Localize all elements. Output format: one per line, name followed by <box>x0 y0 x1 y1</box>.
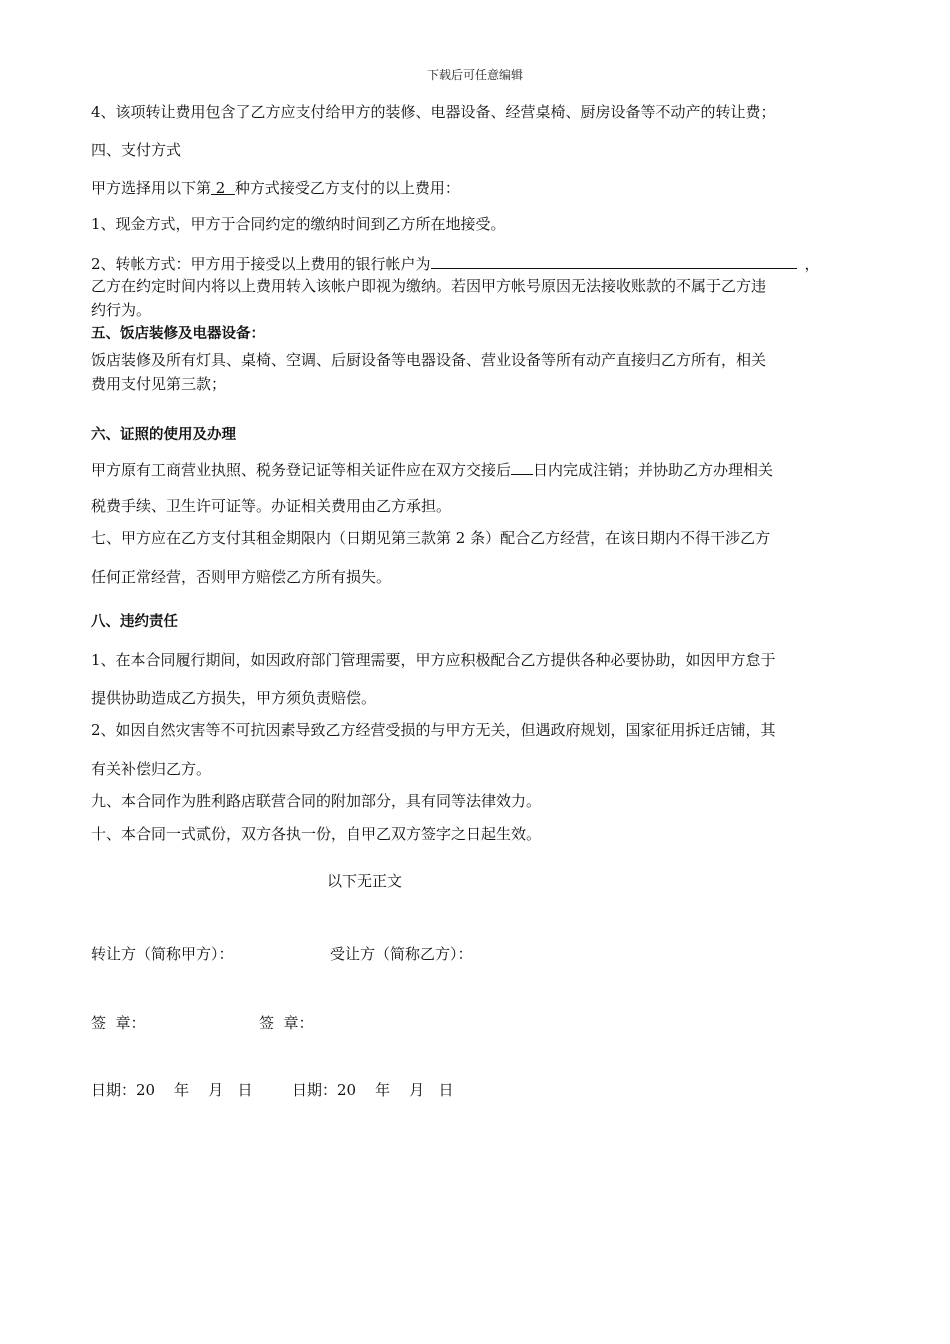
date-b-label: 日期：20 年 月 日 <box>292 1081 454 1099</box>
party-a-label: 转让方（简称甲方）： <box>91 945 234 963</box>
section-10-text: 十、本合同一式贰份，双方各执一份，自甲乙双方签字之日起生效。 <box>91 825 542 843</box>
section-9-text: 九、本合同作为胜利路店联营合同的附加部分，具有同等法律效力。 <box>91 792 542 810</box>
section-8-item-1-end: 提供协助造成乙方损失，甲方须负责赔偿。 <box>91 689 377 707</box>
payment-transfer-comma: ， <box>804 255 820 273</box>
payment-transfer-prefix: 2、转帐方式：甲方用于接受以上费用的银行帐户为 <box>91 255 431 273</box>
section-8-item-1: 1、在本合同履行期间，如因政府部门管理需要，甲方应积极配合乙方提供各种必要协助，如因甲方怠于 <box>91 651 776 669</box>
payment-transfer-end: 约行为。 <box>91 301 152 319</box>
section-5-text: 饭店装修及所有灯具、桌椅、空调、后厨设备等电器设备、营业设备等所有动产直接归乙方所有，相关 <box>91 351 767 369</box>
section-8-heading: 八、违约责任 <box>91 614 178 630</box>
payment-choice-number: 2 <box>211 179 235 197</box>
section-8-item-2-end: 有关补偿归乙方。 <box>91 760 212 778</box>
section-4-heading: 四、支付方式 <box>91 141 182 159</box>
seal-a-label: 签 章： <box>91 1014 146 1032</box>
payment-transfer <box>91 254 861 273</box>
section-6-heading: 六、证照的使用及办理 <box>91 427 236 443</box>
party-b-label: 受让方（简称乙方）： <box>330 945 473 963</box>
payment-transfer-cont: 乙方在约定时间内将以上费用转入该帐户即视为缴纳。若因甲方帐号原因无法接收账款的不属于乙方违 <box>91 277 767 295</box>
page-header: 下载后可任意编辑 <box>426 68 523 82</box>
section-5-text-end: 费用支付见第三款； <box>91 375 227 393</box>
section-5-heading: 五、饭店装修及电器设备： <box>91 326 265 342</box>
section-6-text <box>91 460 861 479</box>
seal-b-label: 签 章： <box>259 1014 314 1032</box>
payment-cash: 1、现金方式，甲方于合同约定的缴纳时间到乙方所在地接受。 <box>91 215 506 233</box>
bank-account-blank <box>431 254 797 269</box>
payment-choice-prefix: 甲方选择用以下第 <box>91 179 212 197</box>
section-8-item-2: 2、如因自然灾害等不可抗因素导致乙方经营受损的与甲方无关，但遇政府规划，国家征用拆迁店铺，其 <box>91 721 776 739</box>
section-7-text-end: 任何正常经营，否则甲方赔偿乙方所有损失。 <box>91 568 392 586</box>
section-7-text: 七、甲方应在乙方支付其租金期限内（日期见第三款第 2 条）配合乙方经营，在该日期内不得干涉乙方 <box>91 529 771 547</box>
no-more-text: 以下无正文 <box>327 872 403 890</box>
section-6-text-suffix: 日内完成注销；并协助乙方办理相关 <box>533 461 774 479</box>
section-6-text-prefix: 甲方原有工商营业执照、税务登记证等相关证件应在双方交接后 <box>91 461 512 479</box>
date-a-label: 日期：20 年 月 日 <box>91 1081 253 1099</box>
payment-choice-suffix: 种方式接受乙方支付的以上费用： <box>234 179 460 197</box>
clause-4-transfer-fee: 4、该项转让费用包含了乙方应支付给甲方的装修、电器设备、经营桌椅、厨房设备等不动产的转让费； <box>91 103 776 121</box>
days-blank <box>511 460 533 475</box>
section-6-text-end: 税费手续、卫生许可证等。办证相关费用由乙方承担。 <box>91 497 452 515</box>
payment-method-choice <box>91 180 861 197</box>
